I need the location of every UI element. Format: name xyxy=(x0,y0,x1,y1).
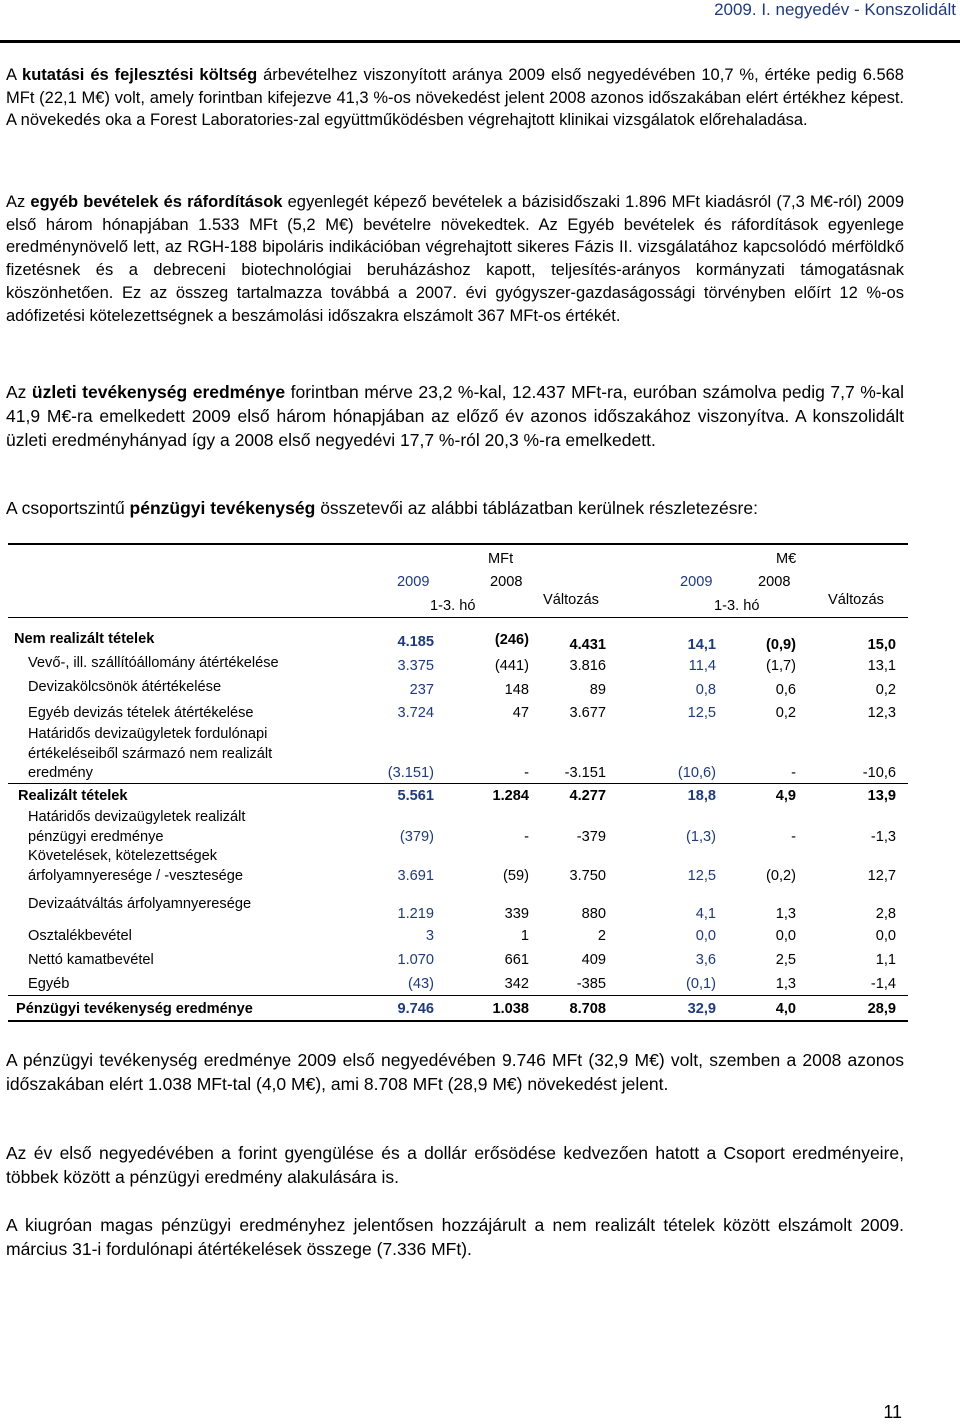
cell-eur-change: 15,0 xyxy=(867,637,896,653)
cell-eur-change: 12,7 xyxy=(867,868,896,884)
cell-eur-change: 28,9 xyxy=(867,1001,896,1017)
cell-eur-2008: - xyxy=(791,829,796,845)
row-label: Devizaátváltás árfolyamnyeresége xyxy=(28,896,252,912)
cell-mft-2008: 1.284 xyxy=(492,788,529,804)
cell-mft-2008: 148 xyxy=(504,682,529,698)
cell-eur-2008: 0,2 xyxy=(775,705,796,721)
cell-mft-change: 2 xyxy=(597,928,606,944)
page-header-title: 2009. I. negyedév - Konszolidált xyxy=(714,0,956,19)
cell-mft-2009: 5.561 xyxy=(397,788,434,804)
cell-eur-2008: 1,3 xyxy=(775,906,796,922)
cell-mft-2009: 3 xyxy=(425,928,434,944)
cell-eur-2008: (0,2) xyxy=(765,868,796,884)
row-label: Devizakölcsönök átértékelése xyxy=(28,679,222,695)
cell-mft-2008: (59) xyxy=(503,868,529,884)
cell-eur-2008: (1,7) xyxy=(765,658,796,674)
table-header-rule xyxy=(8,617,908,618)
column-group-eur: M€ xyxy=(776,551,797,567)
cell-mft-2009: 3.375 xyxy=(397,658,434,674)
cell-eur-change: 13,1 xyxy=(867,658,896,674)
financial-activity-table xyxy=(6,543,908,1021)
cell-mft-change: -379 xyxy=(576,829,606,845)
cell-eur-change: -10,6 xyxy=(862,765,896,781)
paragraph-operating-result xyxy=(6,380,904,452)
cell-mft-2009: (43) xyxy=(408,976,434,992)
cell-mft-change: -3.151 xyxy=(564,765,606,781)
paragraph-bold-term: egyéb bevételek és ráfordítások xyxy=(30,193,283,211)
cell-mft-2009: 4.185 xyxy=(397,634,434,650)
column-header-change-eur: Változás xyxy=(828,592,884,608)
paragraph-text: A csoportszintű xyxy=(6,498,130,518)
cell-mft-2009: 237 xyxy=(409,682,434,698)
table-total-rule xyxy=(8,995,908,996)
column-header-change-mft: Változás xyxy=(543,592,599,608)
row-label-total: Pénzügyi tevékenység eredménye xyxy=(16,1001,253,1017)
cell-mft-change: 880 xyxy=(581,906,606,922)
cell-eur-2009: 14,1 xyxy=(687,637,716,653)
row-label-line: eredmény xyxy=(28,765,93,781)
cell-mft-2008: 47 xyxy=(512,705,529,721)
row-label-line: értékeléseiből származó nem realizált xyxy=(28,746,273,762)
cell-eur-change: 1,1 xyxy=(875,952,896,968)
cell-eur-change: -1,4 xyxy=(870,976,896,992)
cell-eur-2009: 18,8 xyxy=(687,788,716,804)
table-bottom-rule xyxy=(8,1020,908,1022)
cell-mft-2008: (246) xyxy=(494,632,529,648)
cell-eur-change: -1,3 xyxy=(870,829,896,845)
cell-mft-change: -385 xyxy=(576,976,606,992)
paragraph-bold-term: pénzügyi tevékenység xyxy=(129,498,316,518)
cell-mft-2009: (379) xyxy=(399,829,434,845)
cell-mft-2009: 1.070 xyxy=(397,952,434,968)
cell-eur-2009: 0,0 xyxy=(695,928,716,944)
row-label: Realizált tételek xyxy=(18,788,128,804)
row-label: Nettó kamatbevétel xyxy=(28,952,154,968)
cell-mft-change: 3.816 xyxy=(569,658,606,674)
cell-mft-2008: 342 xyxy=(504,976,529,992)
paragraph-text: Az xyxy=(6,193,31,211)
column-header-2008-mft: 2008 xyxy=(490,574,523,590)
paragraph-financial-intro xyxy=(6,496,904,520)
cell-eur-2009: 3,6 xyxy=(695,952,716,968)
cell-eur-change: 0,2 xyxy=(875,682,896,698)
cell-mft-change: 3.750 xyxy=(569,868,606,884)
cell-mft-change: 3.677 xyxy=(569,705,606,721)
cell-eur-2009: (0,1) xyxy=(685,976,716,992)
paragraph-text: árbevételhez viszonyított aránya 2009 első negyedévében 10,7 %, értéke pedig 6.568 MFt (22,1 M€) volt, amely forintban kifejezve 41,3 %-os növekedést jelent 2008 azonos időszakában elért értékhez képest. A növekedés oka a Forest Laboratories-zal együttműködésben végrehajtott klinikai vizsgálatok előrehaladása. xyxy=(6,66,904,130)
cell-eur-change: 2,8 xyxy=(875,906,896,922)
paragraph-text: összetevői az alábbi táblázatban kerülnek részletezésre: xyxy=(315,498,758,518)
cell-eur-2008: 2,5 xyxy=(775,952,796,968)
cell-mft-change: 8.708 xyxy=(569,1001,606,1017)
cell-eur-2009: 0,8 xyxy=(695,682,716,698)
cell-mft-2009: 9.746 xyxy=(397,1001,434,1017)
paragraph-text: A xyxy=(6,66,23,84)
cell-mft-2008: 339 xyxy=(504,906,529,922)
cell-eur-2008: 1,3 xyxy=(775,976,796,992)
cell-eur-2009: 4,1 xyxy=(695,906,716,922)
cell-eur-change: 13,9 xyxy=(867,788,896,804)
column-header-period-eur: 1-3. hó xyxy=(714,598,760,614)
cell-eur-2008: 4,0 xyxy=(775,1001,796,1017)
cell-eur-2008: 4,9 xyxy=(775,788,796,804)
cell-mft-2008: (441) xyxy=(494,658,529,674)
cell-eur-2008: 0,6 xyxy=(775,682,796,698)
cell-mft-change: 4.277 xyxy=(569,788,606,804)
cell-eur-2009: 11,4 xyxy=(688,658,716,674)
cell-eur-change: 0,0 xyxy=(875,928,896,944)
row-label: Vevő-, ill. szállítóállomány átértékelése xyxy=(28,655,279,671)
cell-mft-change: 89 xyxy=(589,682,606,698)
paragraph-bold-term: üzleti tevékenység eredménye xyxy=(31,382,286,402)
cell-mft-2008: - xyxy=(524,765,529,781)
cell-mft-2008: 661 xyxy=(504,952,529,968)
cell-eur-2008: (0,9) xyxy=(765,637,796,653)
cell-eur-2008: 0,0 xyxy=(775,928,796,944)
row-label: Nem realizált tételek xyxy=(14,631,155,647)
row-label-line: Határidős devizaügyletek fordulónapi xyxy=(28,726,268,742)
cell-mft-2008: 1 xyxy=(520,928,529,944)
paragraph-text: forintban mérve 23,2 %-kal, 12.437 MFt-ra, euróban számolva pedig 7,7 %-kal 41,9 M€-ra emelkedett 2009 első három hónapjában az előző év azonos időszakához viszonyítva. A konszolidált üzleti eredményhányad így a 2008 első negyedévi 17,7 %-ról 20,3 %-ra emelkedett. xyxy=(6,382,904,450)
cell-eur-2009: 32,9 xyxy=(687,1001,716,1017)
row-label-line: Követelések, kötelezettségek xyxy=(28,848,218,864)
cell-eur-change: 12,3 xyxy=(867,705,896,721)
cell-mft-2008: 1.038 xyxy=(492,1001,529,1017)
cell-mft-change: 4.431 xyxy=(569,637,606,653)
row-label-line: Határidős devizaügyletek realizált xyxy=(28,809,246,825)
cell-eur-2009: 12,5 xyxy=(687,705,716,721)
cell-mft-2009: 3.691 xyxy=(397,868,434,884)
paragraph-financial-result: A pénzügyi tevékenység eredménye 2009 első negyedévében 9.746 MFt (32,9 M€) volt, szemben a 2008 azonos időszakában elért 1.038 MFt-tal (4,0 M€), ami 8.708 MFt (28,9 M€) növekedést jelent. xyxy=(6,1050,904,1094)
page-number: 11 xyxy=(883,1402,902,1422)
paragraph-other-income xyxy=(6,191,904,327)
cell-mft-2009: 1.219 xyxy=(397,906,434,922)
row-label-line: pénzügyi eredménye xyxy=(28,829,164,845)
table-section-rule xyxy=(8,783,908,784)
column-header-2008-eur: 2008 xyxy=(758,574,791,590)
paragraph-text: egyenlegét képező bevételek a bázisidőszaki 1.896 MFt kiadásról (7,3 M€-ról) 2009 első három hónapjában 1.533 MFt (5,2 M€) bevételre növekedtek. Az Egyéb bevételek és ráfordítások egyenlege eredménynövelő lett, az RGH-188 bipoláris indikációban végrehajtott sikeres Fázis II. vizsgálatához kapcsolódó mérföldkő fizetésnek és a debreceni biotechnológiai beruházáshoz kapott, teljesítés-arányos kormányzati támogatásnak köszönhetően. Ez az összeg tartalmazza továbbá a 2007. évi gyógyszer-gazdaságossági törvényben előírt 12 %-os adófizetési kötelezettségnek a beszámolási időszakra elszámolt 367 MFt-os értékét. xyxy=(6,193,904,325)
row-label: Egyéb devizás tételek átértékelése xyxy=(28,705,254,721)
row-label: Osztalékbevétel xyxy=(28,928,132,944)
cell-eur-2008: - xyxy=(791,765,796,781)
cell-eur-2009: (10,6) xyxy=(677,765,716,781)
cell-mft-2008: - xyxy=(524,829,529,845)
table-top-rule xyxy=(8,543,908,545)
cell-mft-2009: (3.151) xyxy=(387,765,434,781)
cell-mft-2009: 3.724 xyxy=(397,705,434,721)
row-label: Egyéb xyxy=(28,976,70,992)
column-header-2009-mft: 2009 xyxy=(397,574,430,590)
header-divider xyxy=(0,40,960,43)
column-group-mft: MFt xyxy=(488,551,514,567)
paragraph-unrealized-items: A kiugróan magas pénzügyi eredményhez jelentősen hozzájárult a nem realizált tételek között elszámolt 2009. március 31-i fordulónapi átértékelések összege (7.336 MFt). xyxy=(6,1215,904,1259)
paragraph-currency-effect: Az év első negyedévében a forint gyengülése és a dollár erősödése kedvezően hatott a Csoport eredményeire, többek között a pénzügyi eredmény alakulására is. xyxy=(6,1143,904,1187)
column-header-period-mft: 1-3. hó xyxy=(430,598,476,614)
paragraph-rnd-cost xyxy=(6,64,904,132)
paragraph-bold-term: kutatási és fejlesztési költség xyxy=(22,66,258,84)
cell-eur-2009: (1,3) xyxy=(685,829,716,845)
row-label-line: árfolyamnyeresége / -vesztesége xyxy=(28,868,243,884)
column-header-2009-eur: 2009 xyxy=(680,574,713,590)
paragraph-text: Az xyxy=(6,382,32,402)
cell-eur-2009: 12,5 xyxy=(687,868,716,884)
cell-mft-change: 409 xyxy=(581,952,606,968)
